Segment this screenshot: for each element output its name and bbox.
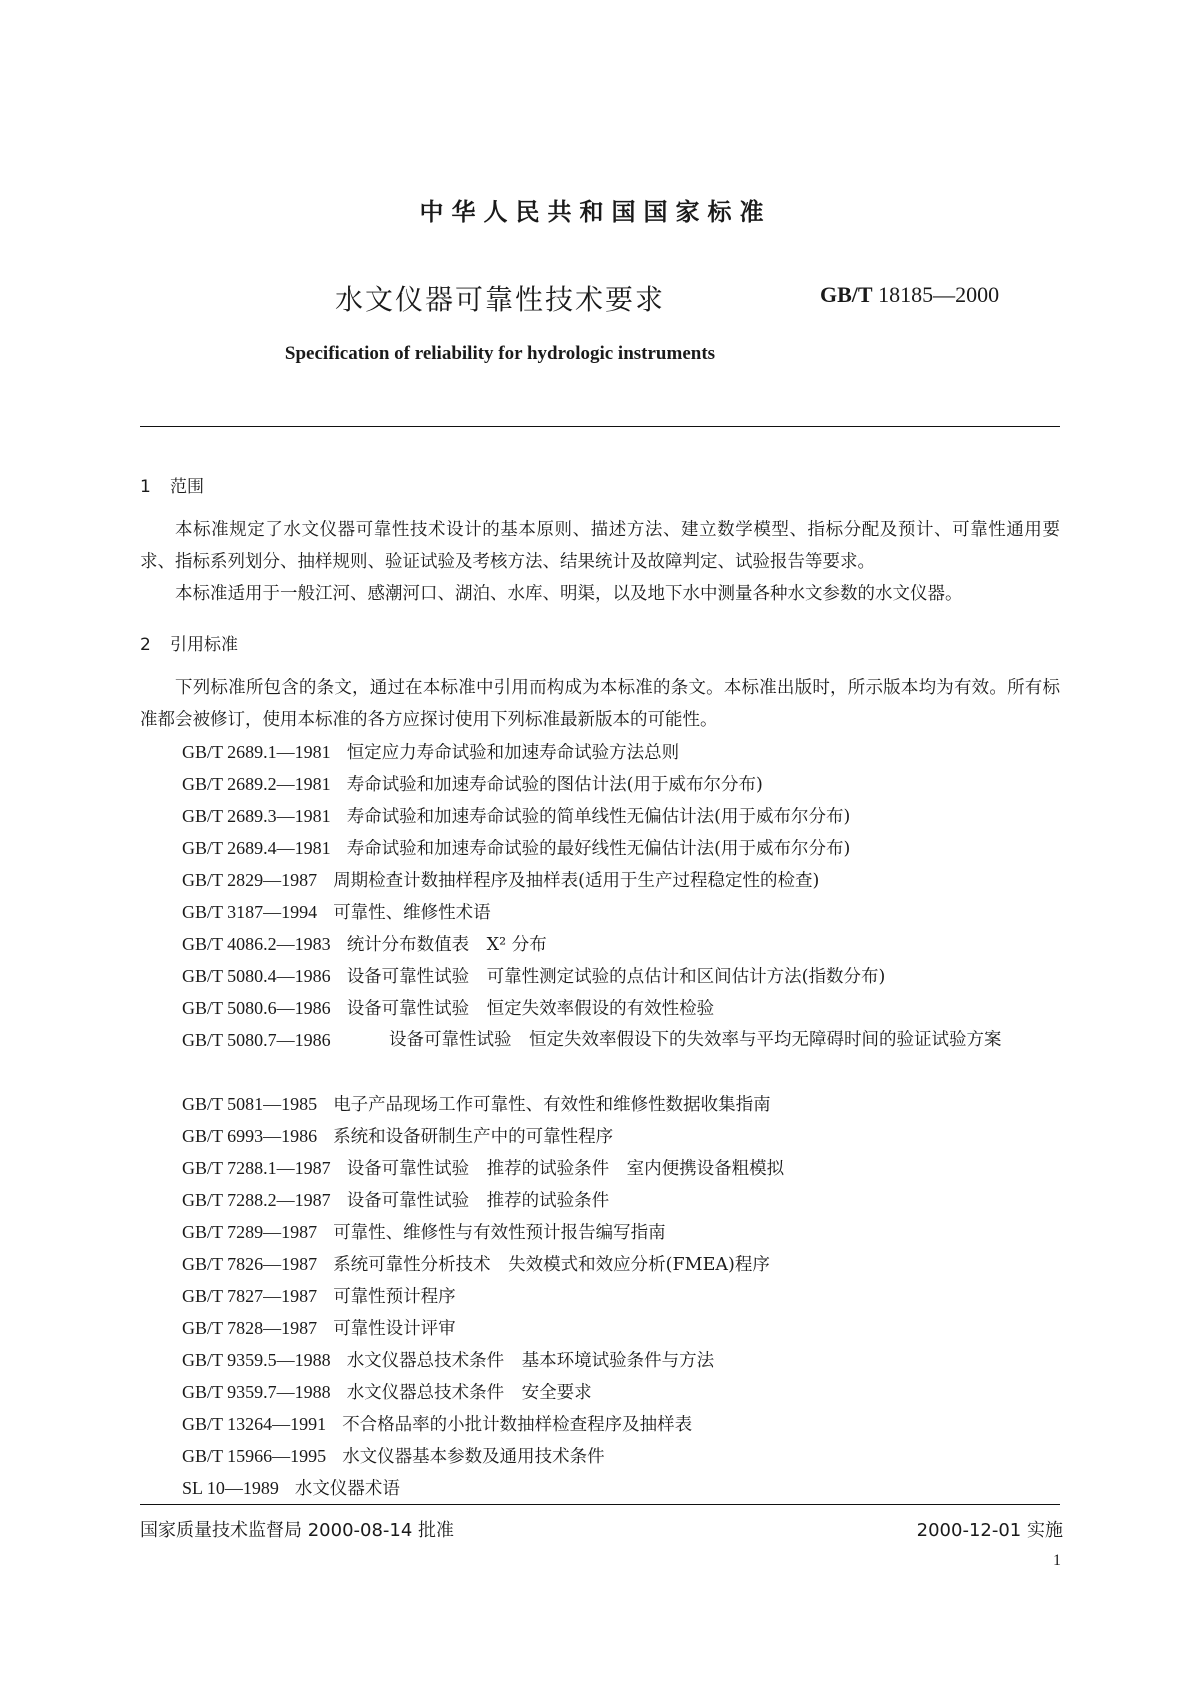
reference-item: [182, 1088, 1062, 1120]
reference-code: GB/T 7288.2—1987: [182, 1190, 331, 1210]
reference-title: 电子产品现场工作可靠性、有效性和维修性数据收集指南: [333, 1095, 771, 1115]
reference-title: 恒定应力寿命试验和加速寿命试验方法总则: [346, 743, 680, 763]
footer-divider: [140, 1504, 1060, 1505]
reference-code: GB/T 2689.1—1981: [182, 742, 331, 762]
reference-code: GB/T 6993—1986: [182, 1126, 318, 1146]
reference-title: 可靠性、维修性与有效性预计报告编写指南: [333, 1223, 666, 1243]
reference-title: 设备可靠性试验 恒定失效率假设的有效性检验: [346, 999, 715, 1019]
reference-item: [182, 1024, 1062, 1088]
national-standard-heading: 中华人民共和国国家标准: [419, 198, 772, 226]
reference-title: 系统和设备研制生产中的可靠性程序: [333, 1127, 614, 1147]
reference-code: GB/T 15966—1995: [182, 1446, 327, 1466]
page-number: 1: [1053, 1552, 1061, 1569]
reference-title: 寿命试验和加速寿命试验的图估计法(用于威布尔分布): [346, 775, 763, 795]
reference-code: GB/T 7827—1987: [182, 1286, 318, 1306]
section-2-title: 引用标准: [170, 635, 238, 655]
reference-code: GB/T 9359.7—1988: [182, 1382, 331, 1402]
reference-title: 可靠性设计评审: [333, 1319, 456, 1339]
reference-item: [182, 1312, 1062, 1344]
reference-code: GB/T 5080.7—1986: [182, 1030, 331, 1050]
reference-item: [182, 1120, 1062, 1152]
section-1-paragraph: 本标准适用于一般江河、感潮河口、湖泊、水库、明渠，以及地下水中测量各种水文参数的水文仪器。: [175, 584, 963, 604]
reference-code: GB/T 5080.4—1986: [182, 966, 331, 986]
reference-list: [182, 736, 1062, 1504]
reference-code: GB/T 2829—1987: [182, 870, 318, 890]
reference-code: GB/T 7288.1—1987: [182, 1158, 331, 1178]
reference-title: 不合格品率的小批计数抽样检查程序及抽样表: [342, 1415, 693, 1435]
reference-item: [182, 1280, 1062, 1312]
reference-title: 周期检查计数抽样程序及抽样表(适用于生产过程稳定性的检查): [333, 871, 820, 891]
reference-title: 水文仪器总技术条件 基本环境试验条件与方法: [346, 1351, 715, 1371]
reference-item: [182, 1216, 1062, 1248]
reference-title: 统计分布数值表 X² 分布: [346, 935, 547, 955]
reference-item: [182, 864, 1062, 896]
reference-item: [182, 960, 1062, 992]
reference-code: GB/T 7826—1987: [182, 1254, 318, 1274]
standard-code: [820, 282, 1060, 308]
section-1-title: 范围: [170, 477, 204, 497]
reference-item: [182, 800, 1062, 832]
reference-item: [182, 1184, 1062, 1216]
approval-line: 国家质量技术监督局 2000-08-14 批准: [140, 1520, 455, 1541]
reference-code: GB/T 7289—1987: [182, 1222, 318, 1242]
reference-item: [182, 768, 1062, 800]
reference-title: 可靠性预计程序: [333, 1287, 456, 1307]
header-divider: [140, 426, 1060, 427]
reference-code: GB/T 2689.4—1981: [182, 838, 331, 858]
reference-title: 水文仪器总技术条件 安全要求: [346, 1383, 592, 1403]
section-2-heading: [140, 630, 238, 655]
reference-item: [182, 736, 1062, 768]
section-2-intro: 下列标准所包含的条文，通过在本标准中引用而构成为本标准的条文。本标准出版时，所示版本均为有效。所有标准都会被修订，使用本标准的各方应探讨使用下列标准最新版本的可能性。: [140, 678, 1060, 730]
reference-title: 寿命试验和加速寿命试验的简单线性无偏估计法(用于威布尔分布): [346, 807, 851, 827]
reference-item: [182, 832, 1062, 864]
reference-title: 系统可靠性分析技术 失效模式和效应分析(FMEA)程序: [333, 1255, 770, 1275]
reference-item: [182, 1440, 1062, 1472]
reference-title: 水文仪器基本参数及通用技术条件: [342, 1447, 605, 1467]
reference-item: [182, 1376, 1062, 1408]
document-title: 水文仪器可靠性技术要求: [334, 283, 665, 316]
reference-item: [182, 928, 1062, 960]
reference-item: [182, 1472, 1062, 1504]
section-1-heading: [140, 472, 204, 497]
reference-item: [182, 1408, 1062, 1440]
section-2-number: 2: [140, 635, 151, 655]
reference-title: 设备可靠性试验 推荐的试验条件 室内便携设备粗模拟: [346, 1159, 785, 1179]
reference-code: GB/T 4086.2—1983: [182, 934, 331, 954]
reference-code: GB/T 2689.3—1981: [182, 806, 331, 826]
reference-item: [182, 1248, 1062, 1280]
reference-title: 设备可靠性试验 推荐的试验条件: [346, 1191, 610, 1211]
reference-item: [182, 896, 1062, 928]
reference-title: 寿命试验和加速寿命试验的最好线性无偏估计法(用于威布尔分布): [346, 839, 851, 859]
reference-item: [182, 992, 1062, 1024]
reference-code: GB/T 5081—1985: [182, 1094, 318, 1114]
reference-title: 设备可靠性试验 恒定失效率假设下的失效率与平均无障碍时间的验证试验方案: [389, 1030, 1002, 1050]
reference-title: 水文仪器术语: [294, 1479, 400, 1499]
reference-title: 可靠性、维修性术语: [333, 903, 491, 923]
reference-code: SL 10—1989: [182, 1478, 279, 1498]
english-title: Specification of reliability for hydrologic instruments: [284, 343, 716, 364]
reference-code: GB/T 9359.5—1988: [182, 1350, 331, 1370]
reference-item: [182, 1344, 1062, 1376]
reference-code: GB/T 3187—1994: [182, 902, 318, 922]
standard-number: 18185—2000: [878, 282, 1000, 307]
section-1-number: 1: [140, 477, 151, 497]
reference-title: 设备可靠性试验 可靠性测定试验的点估计和区间估计方法(指数分布): [346, 967, 886, 987]
standard-prefix: GB/T: [820, 282, 873, 307]
reference-code: GB/T 7828—1987: [182, 1318, 318, 1338]
reference-item: [182, 1152, 1062, 1184]
section-1-paragraph: 本标准规定了水文仪器可靠性技术设计的基本原则、描述方法、建立数学模型、指标分配及预计、可靠性通用要求、指标系列划分、抽样规则、验证试验及考核方法、结果统计及故障判定、试验报告等要求。: [140, 520, 1060, 572]
implementation-line: 2000-12-01 实施: [916, 1520, 1063, 1541]
reference-code: GB/T 13264—1991: [182, 1414, 327, 1434]
reference-code: GB/T 5080.6—1986: [182, 998, 331, 1018]
reference-code: GB/T 2689.2—1981: [182, 774, 331, 794]
